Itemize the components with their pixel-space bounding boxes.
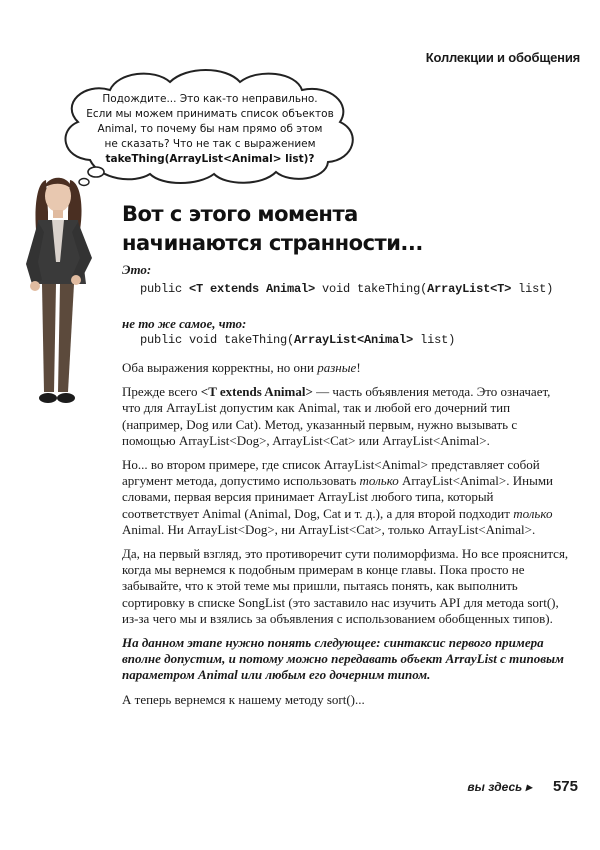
- thought-line: не сказать? Что не так с выражением: [104, 138, 316, 150]
- woman-illustration: [8, 172, 118, 412]
- paragraph: А теперь вернемся к нашему методу sort()...: [122, 691, 365, 707]
- body-text: [122, 360, 572, 716]
- thought-text: [70, 92, 350, 167]
- paragraph: Прежде всего <T extends Animal> — часть объявления метода. Это означает, что для ArrayList допустим как Animal, так и любой его дочерний тип (например, Dog или Cat). Метод, указанный первым, нужно вызывать с помощью ArrayList<Dog>, ArrayList<Cat> или ArrayList<Animal>.: [122, 384, 551, 448]
- thought-line: Подождите... Это как-то неправильно.: [102, 93, 318, 105]
- page-title: [122, 200, 562, 258]
- example2-label: не то же самое, что:: [122, 316, 247, 331]
- page-number: 575: [552, 778, 578, 795]
- you-are-here-label: вы здесь ▸: [467, 780, 532, 794]
- thought-line-bold: takeThing(ArrayList<Animal> list)?: [105, 153, 315, 165]
- thought-bubble: [50, 60, 370, 190]
- example1-label: Это:: [122, 262, 152, 277]
- person-figure: [8, 172, 118, 412]
- paragraph: Но... во втором примере, где список ArrayList<Animal> представляет собой аргумент метода, допустимо использовать только ArrayList<Animal>. Иными словами, первая версия принимает ArrayList любого типа, который соответствует Animal (Animal, Dog, Cat и т. д.), а для второй подходит только Animal. Ни ArrayList<Dog>, ни ArrayList<Cat>, только ArrayList<Animal>.: [122, 457, 554, 537]
- example2-code: public void takeThing(ArrayList<Animal> list): [140, 333, 456, 347]
- section-header: Коллекции и обобщения: [425, 50, 580, 65]
- emphasis-paragraph: На данном этапе нужно понять следующее: синтаксис первого примера вполне допустим, и потому можно передавать объект ArrayList с типовым параметром Animal или любым его дочерним типом.: [122, 635, 564, 683]
- thought-line: Если мы можем принимать список объектов: [86, 108, 334, 120]
- title-line: начинаются странности...: [122, 231, 423, 255]
- paragraph: Оба выражения корректны, но они разные!: [122, 360, 361, 375]
- page-footer: [467, 778, 578, 795]
- example1-code: public <T extends Animal> void takeThing(ArrayList<T> list): [140, 282, 554, 296]
- thought-line: Animal, то почему бы нам прямо об этом: [97, 123, 323, 135]
- title-line: Вот с этого момента: [122, 202, 358, 226]
- paragraph: Да, на первый взгляд, это противоречит сути полиморфизма. Но все прояснится, когда мы вернемся к подобным примерам в конце главы. Пока просто не забывайте, что к этой теме мы пришли, пытаясь понять, как выполнить сортировку в списке SongList (это заставило нас изучить API для метода sort(), из-за чего мы и взялись за объявления с использованием обобщенных типов).: [122, 546, 569, 626]
